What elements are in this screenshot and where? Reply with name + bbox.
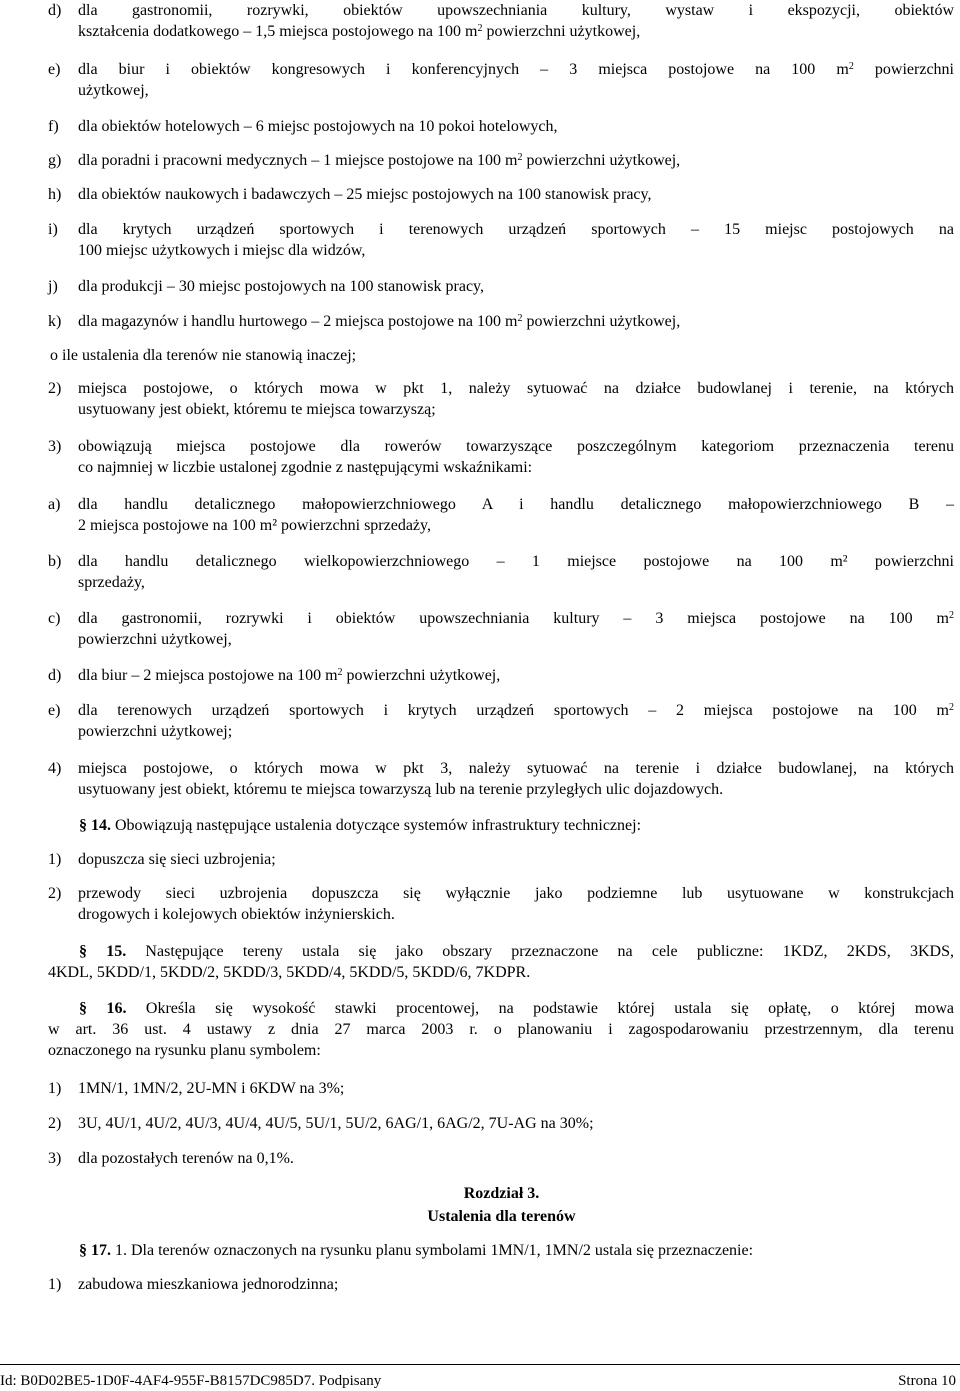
item-text-line: powierzchni użytkowej; [78, 723, 233, 740]
clause-text [50, 345, 930, 366]
section-16 [48, 998, 954, 1061]
list-item-d-offices [48, 665, 954, 686]
section-number: § 16. [79, 1000, 127, 1017]
superscript: 2 [949, 702, 954, 713]
section-line [48, 1240, 954, 1261]
item-label: 2) [48, 380, 62, 397]
section-line [48, 941, 954, 962]
item-label: d) [48, 667, 62, 684]
item-text: powierzchni użytkowej, [342, 667, 501, 684]
item-text-line: drogowych i kolejowych obiektów inżynierskich. [78, 906, 395, 923]
item-text: powierzchni użytkowej, [522, 152, 681, 169]
item-label: 1) [48, 851, 62, 868]
list-item-k-warehouses [48, 311, 954, 332]
superscript: 2 [517, 152, 523, 163]
item-text-line: użytkowej, [78, 82, 149, 99]
item-text-line [78, 311, 954, 332]
item-text-line: obowiązują miejsca postojowe dla rowerów towarzyszące poszczególnym kategoriom przeznaczenia terenu [78, 438, 954, 455]
item-label: h) [48, 186, 62, 203]
footer-page-number: Strona 10 [898, 1373, 956, 1389]
list-item-c-gastronomy [48, 608, 954, 650]
item-label: i) [48, 221, 58, 238]
item-text: dla gastronomii, rozrywki i obiektów upowszechniania kultury – 3 miejsca postojowe na 100 m [78, 610, 949, 627]
item-text-line: 3U, 4U/1, 4U/2, 4U/3, 4U/4, 4U/5, 5U/1, 5U/2, 6AG/1, 6AG/2, 7U-AG na 30%; [78, 1115, 594, 1132]
item-text: powierzchni [853, 61, 955, 78]
item-text-line: 100 miejsc użytkowych i miejsc dla widzów, [78, 242, 366, 259]
item-text-line: miejsca postojowe, o których mowa w pkt 3, należy sytuować na terenie i działce budowlanej, na których [78, 760, 954, 777]
item-label: 2) [48, 885, 62, 902]
item-text-line [78, 59, 954, 80]
chapter-title: Rozdział 3. [463, 1185, 540, 1202]
section-text: Następujące tereny ustala się jako obszary przeznaczone na cele publiczne: 1KDZ, 2KDS, 3KDS, [126, 943, 955, 960]
item-text-line: dla obiektów hotelowych – 6 miejsc postojowych na 10 pokoi hotelowych, [78, 118, 558, 135]
section-number: § 14. [79, 817, 111, 834]
item-label: f) [48, 118, 59, 135]
list-item-16-2 [48, 1113, 954, 1134]
item-text-line: 1MN/1, 1MN/2, 2U-MN i 6KDW na 3%; [78, 1080, 345, 1097]
list-item-b-retail-large [48, 551, 954, 593]
list-item-17-1 [48, 1274, 954, 1295]
list-item-i-sports [48, 219, 954, 261]
item-text-line: co najmniej w liczbie ustalonej zgodnie z następującymi wskaźnikami: [78, 459, 533, 476]
item-text-line: sprzedaży, [78, 574, 145, 591]
section-text: Obowiązują następujące ustalenia dotyczące systemów infrastruktury technicznej: [111, 817, 642, 834]
item-text-line: zabudowa mieszkaniowa jednorodzinna; [78, 1276, 339, 1293]
footer-document-id: Id: B0D02BE5-1D0F-4AF4-955F-B8157DC985D7. Podpisany [0, 1373, 382, 1389]
list-item-d-gastronomy [48, 0, 954, 42]
section-line [48, 998, 954, 1019]
item-text-line: dla handlu detalicznego wielkopowierzchniowego – 1 miejsce postojowe na 100 m² powierzchni [78, 553, 954, 570]
item-label: e) [48, 702, 61, 719]
item-text-line: usytuowany jest obiekt, któremu te miejsca towarzyszą lub na terenie przyległych ulic dojazdowych. [78, 781, 724, 798]
item-text-line [78, 700, 954, 721]
chapter-subtitle: Ustalenia dla terenów [427, 1208, 576, 1225]
list-item-a-retail-small [48, 494, 954, 536]
item-label: 1) [48, 1276, 62, 1293]
item-text: powierzchni użytkowej, [522, 313, 681, 330]
item-text-line: dla gastronomii, rozrywki, obiektów upowszechniania kultury, wystaw i ekspozycji, obiektów [78, 2, 954, 19]
section-15 [48, 941, 954, 983]
item-text-line: dopuszcza się sieci uzbrojenia; [78, 851, 276, 868]
item-text-line: dla krytych urządzeń sportowych i terenowych urządzeń sportowych – 15 miejsc postojowych na [78, 221, 954, 238]
item-label: a) [48, 496, 61, 513]
section-number: § 17. [79, 1242, 111, 1259]
item-text-line: miejsca postojowe, o których mowa w pkt 1, należy sytuować na działce budowlanej i terenie, na których [78, 380, 954, 397]
list-item-14-1 [48, 849, 954, 870]
item-text-line [78, 150, 954, 171]
list-item-14-2 [48, 883, 954, 925]
section-line [48, 815, 954, 836]
item-text-line: usytuowany jest obiekt, któremu te miejsca towarzyszą; [78, 401, 436, 418]
section-14 [48, 815, 954, 836]
item-label: 2) [48, 1115, 62, 1132]
section-text: 1. Dla terenów oznaczonych na rysunku planu symbolami 1MN/1, 1MN/2 ustala się przeznaczenie: [111, 1242, 754, 1259]
list-item-j-production [48, 276, 954, 297]
item-text: dla biur – 2 miejsca postojowe na 100 m [78, 667, 338, 684]
item-label: j) [48, 278, 58, 295]
item-text-line: przewody sieci uzbrojenia dopuszcza się wyłącznie jako podziemne lub usytuowane w konstrukcjach [78, 885, 954, 902]
list-item-4-bicycle-location [48, 758, 954, 800]
item-text-line: dla pozostałych terenów na 0,1%. [78, 1150, 294, 1167]
item-label: d) [48, 2, 62, 19]
item-text-line: dla handlu detalicznego małopowierzchniowego A i handlu detalicznego małopowierzchniowego B – [78, 496, 954, 513]
item-label: 1) [48, 1080, 62, 1097]
list-item-h-research [48, 184, 954, 205]
footer-rule [0, 1364, 960, 1365]
item-text: powierzchni użytkowej, [482, 23, 641, 40]
section-line: w art. 36 ust. 4 ustawy z dnia 27 marca 2003 r. o planowaniu i zagospodarowaniu przestrzennym, dla terenu [48, 1021, 954, 1038]
list-item-e-offices [48, 59, 954, 101]
section-17 [48, 1240, 954, 1261]
item-text-line: dla obiektów naukowych i badawczych – 25 miejsc postojowych na 100 stanowisk pracy, [78, 186, 652, 203]
superscript: 2 [337, 667, 343, 678]
superscript: 2 [949, 610, 954, 621]
list-item-f-hotels [48, 116, 954, 137]
superscript: 2 [848, 61, 854, 72]
section-line: oznaczonego na rysunku planu symbolem: [48, 1042, 321, 1059]
item-text: dla magazynów i handlu hurtowego – 2 miejsca postojowe na 100 m [78, 313, 518, 330]
section-number: § 15. [79, 943, 127, 960]
list-item-e-sports-facilities [48, 700, 954, 742]
superscript: 2 [517, 313, 523, 324]
item-label: g) [48, 152, 62, 169]
item-text-line: dla produkcji – 30 miejsc postojowych na 100 stanowisk pracy, [78, 278, 484, 295]
item-text-line [78, 665, 954, 686]
item-text-line [78, 21, 954, 42]
clause-line: o ile ustalenia dla terenów nie stanowią inaczej; [50, 347, 357, 364]
item-text-line [78, 608, 954, 629]
section-line: 4KDL, 5KDD/1, 5KDD/2, 5KDD/3, 5KDD/4, 5KDD/5, 5KDD/6, 7KDPR. [48, 964, 531, 981]
item-text: dla terenowych urządzeń sportowych i krytych urządzeń sportowych – 2 miejsca postojowe na 100 m [78, 702, 949, 719]
section-text: Określa się wysokość stawki procentowej, na podstawie której ustala się opłatę, o której mowa [126, 1000, 955, 1017]
item-label: e) [48, 61, 61, 78]
item-label: c) [48, 610, 61, 627]
item-text: kształcenia dodatkowego – 1,5 miejsca postojowego na 100 m [78, 23, 478, 40]
list-item-2-parking-location [48, 378, 954, 420]
item-label: k) [48, 313, 62, 330]
item-label: 3) [48, 438, 62, 455]
item-text-line: 2 miejsca postojowe na 100 m² powierzchni sprzedaży, [78, 517, 431, 534]
item-label: 3) [48, 1150, 62, 1167]
list-item-g-medical [48, 150, 954, 171]
list-item-16-1 [48, 1078, 954, 1099]
list-item-16-3 [48, 1148, 954, 1169]
superscript: 2 [477, 23, 483, 34]
item-text: dla biur i obiektów kongresowych i konferencyjnych – 3 miejsca postojowe na 100 m [78, 61, 849, 78]
list-item-3-bicycles [48, 436, 954, 478]
item-label: 4) [48, 760, 62, 777]
item-text: dla poradni i pracowni medycznych – 1 miejsce postojowe na 100 m [78, 152, 518, 169]
item-text-line: powierzchni użytkowej, [78, 631, 232, 648]
item-label: b) [48, 553, 62, 570]
